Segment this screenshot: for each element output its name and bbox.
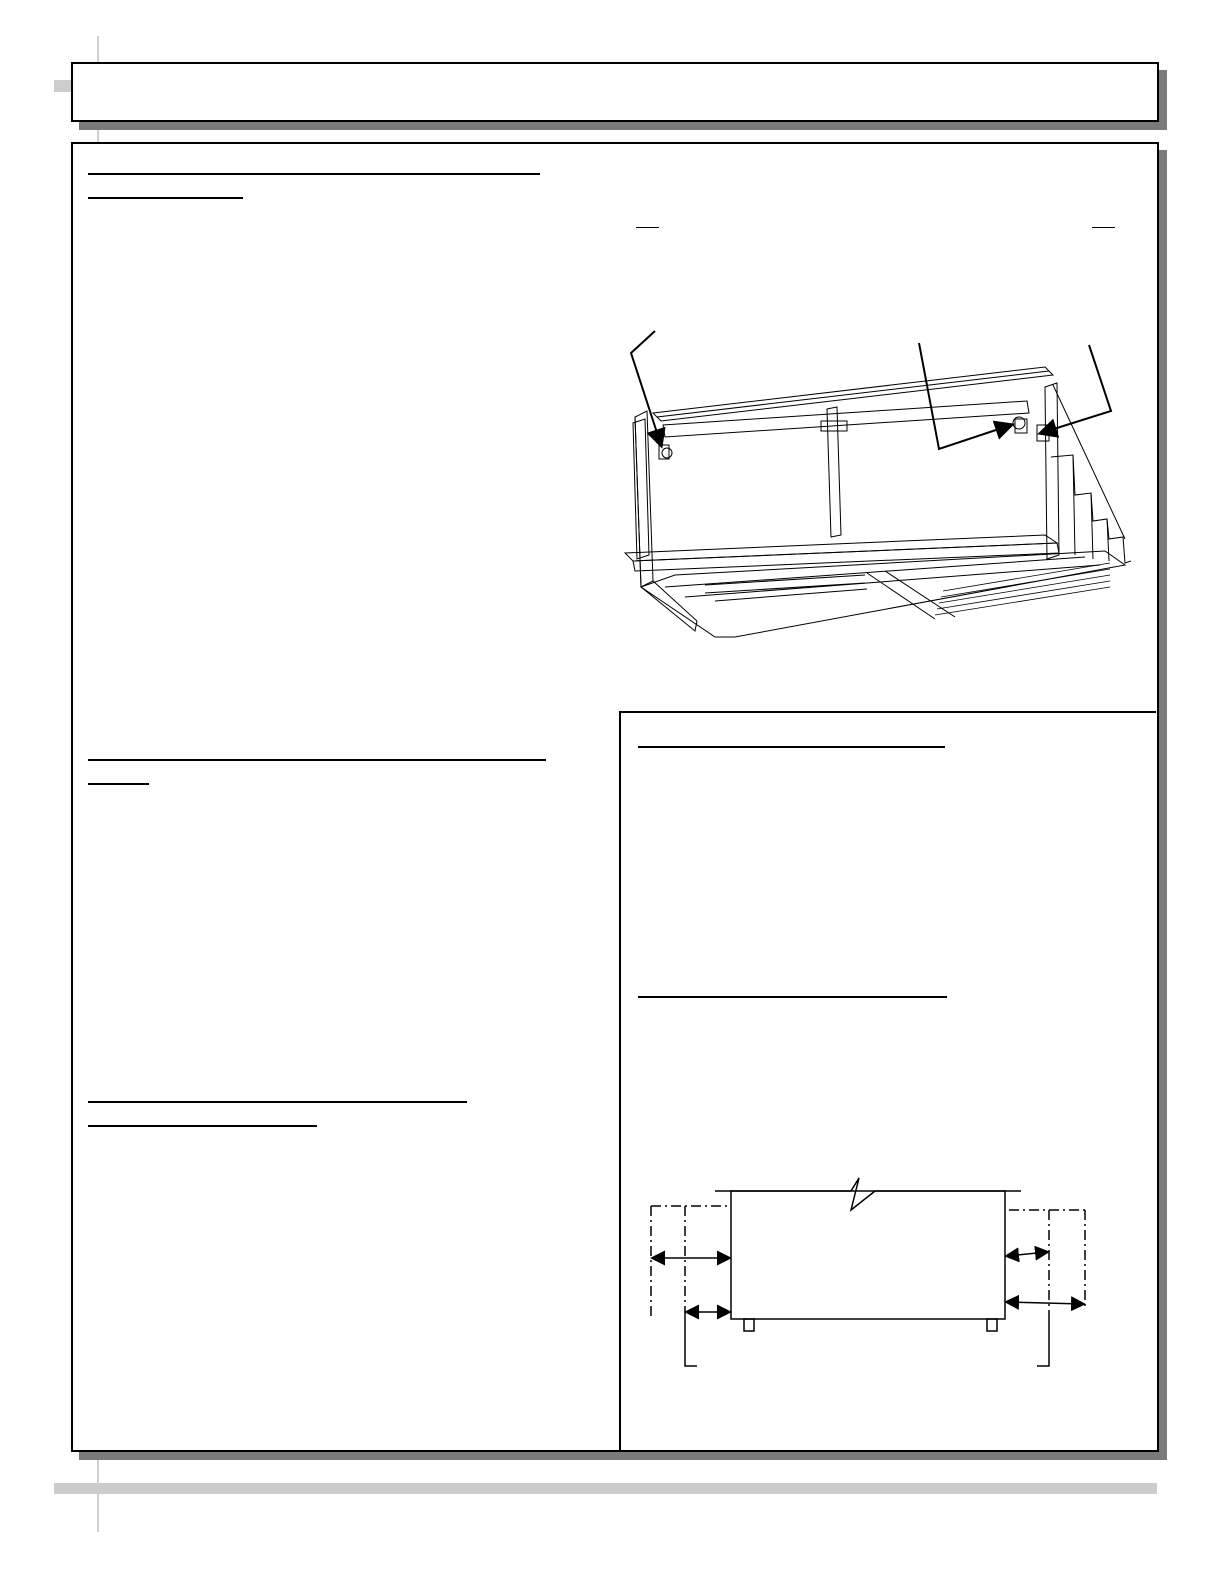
heading-underline — [88, 197, 243, 199]
floor-bracket-right — [1037, 1316, 1049, 1366]
footer-bar — [54, 1483, 1157, 1494]
back-right-post — [1045, 383, 1059, 559]
back-top-rail-inner — [663, 401, 1029, 437]
cabinet-frame-figure — [605, 325, 1145, 655]
heading-underline — [638, 996, 947, 998]
clearance-diagram — [645, 1176, 1115, 1366]
bottom-margin-rule — [97, 1460, 99, 1532]
base-platform — [641, 551, 1125, 637]
foot-right — [987, 1319, 997, 1331]
callout-leader-right — [1041, 345, 1111, 433]
clearance-arrow — [1007, 1302, 1083, 1304]
cabinet-top-edge — [715, 1178, 1021, 1210]
callout-leader-middle — [919, 343, 1011, 449]
header-box — [71, 62, 1159, 122]
header-tab — [54, 80, 72, 92]
heading-underline — [88, 1125, 317, 1127]
figure-mark-left — [636, 227, 659, 228]
floor-bracket-left — [685, 1316, 697, 1366]
cabinet-body — [731, 1191, 1005, 1319]
clearance-arrow — [1007, 1252, 1047, 1256]
heading-underline — [638, 746, 945, 748]
right-panel-divider-vertical — [619, 711, 621, 1450]
right-panel-divider-horizontal — [619, 711, 1156, 713]
figure-mark-right — [1092, 227, 1115, 228]
heading-underline — [88, 759, 546, 761]
heading-underline — [88, 783, 149, 785]
heading-underline — [88, 173, 540, 175]
heading-underline — [88, 1101, 467, 1103]
foot-left — [744, 1319, 754, 1331]
